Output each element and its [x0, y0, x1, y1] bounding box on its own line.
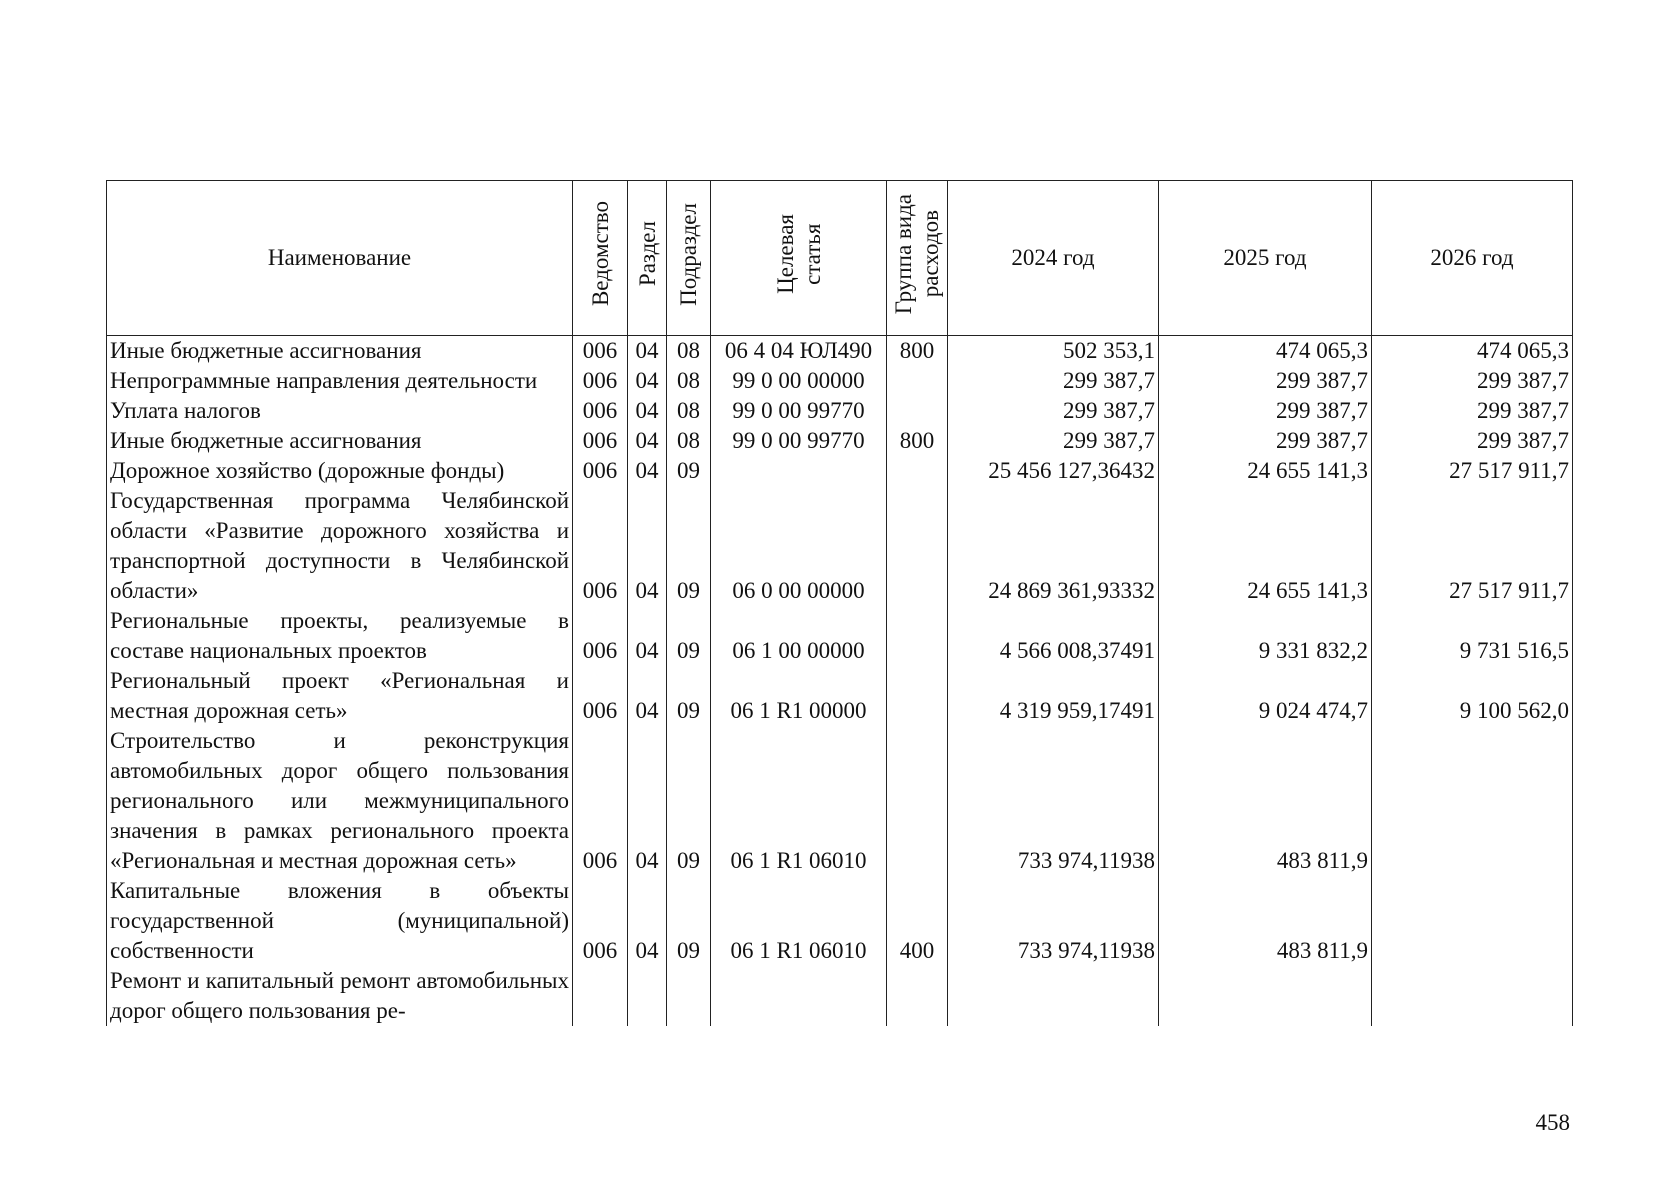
cell-name: Иные бюджетные ассигнования	[107, 336, 573, 367]
cell-dept: 006	[573, 456, 628, 486]
cell-2024: 4 319 959,17491	[948, 666, 1159, 726]
cell-dept: 006	[573, 666, 628, 726]
table-row	[107, 666, 1573, 726]
cell-section: 04	[628, 606, 667, 666]
cell-2026: 9 100 562,0	[1372, 666, 1573, 726]
table-row	[107, 726, 1573, 876]
cell-group	[887, 366, 948, 396]
cell-target: 06 4 04 ЮЛ490	[711, 336, 887, 367]
cell-subsection: 09	[667, 876, 711, 966]
cell-2025: 299 387,7	[1159, 366, 1372, 396]
cell-subsection: 09	[667, 486, 711, 606]
cell-2025: 9 331 832,2	[1159, 606, 1372, 666]
cell-section: 04	[628, 876, 667, 966]
cell-dept: 006	[573, 426, 628, 456]
cell-group: 400	[887, 876, 948, 966]
header-name: Наименование	[107, 181, 573, 336]
cell-target: 99 0 00 99770	[711, 426, 887, 456]
cell-2024	[948, 966, 1159, 1026]
cell-2026: 299 387,7	[1372, 396, 1573, 426]
cell-section: 04	[628, 726, 667, 876]
cell-2026: 299 387,7	[1372, 426, 1573, 456]
cell-2025: 483 811,9	[1159, 726, 1372, 876]
cell-name: Иные бюджетные ассигнования	[107, 426, 573, 456]
cell-2026	[1372, 876, 1573, 966]
cell-2024: 502 353,1	[948, 336, 1159, 367]
cell-section: 04	[628, 486, 667, 606]
cell-dept: 006	[573, 726, 628, 876]
cell-2026: 27 517 911,7	[1372, 456, 1573, 486]
cell-subsection: 09	[667, 606, 711, 666]
cell-name: Государственная программа Челябинской области «Развитие дорожного хозяйства и транспортной доступности в Челябинской области»	[107, 486, 573, 606]
header-dept: Ведомство	[573, 181, 628, 336]
cell-subsection	[667, 966, 711, 1026]
cell-dept: 006	[573, 396, 628, 426]
page-number: 458	[1535, 1110, 1570, 1135]
cell-group	[887, 966, 948, 1026]
cell-2024: 733 974,11938	[948, 876, 1159, 966]
cell-section	[628, 966, 667, 1026]
cell-subsection: 08	[667, 396, 711, 426]
cell-2025: 24 655 141,3	[1159, 486, 1372, 606]
cell-2025: 483 811,9	[1159, 876, 1372, 966]
cell-target	[711, 456, 887, 486]
cell-target: 06 1 R1 06010	[711, 876, 887, 966]
table-row	[107, 606, 1573, 666]
cell-name: Региональные проекты, реализуемые в составе национальных проектов	[107, 606, 573, 666]
cell-2024: 299 387,7	[948, 366, 1159, 396]
cell-name: Ремонт и капитальный ремонт автомобильных дорог общего пользования ре-	[107, 966, 573, 1026]
cell-group: 800	[887, 426, 948, 456]
cell-2026: 27 517 911,7	[1372, 486, 1573, 606]
cell-group	[887, 486, 948, 606]
cell-2024: 4 566 008,37491	[948, 606, 1159, 666]
cell-2024: 733 974,11938	[948, 726, 1159, 876]
cell-2026	[1372, 966, 1573, 1026]
table-header-row	[107, 181, 1573, 336]
cell-dept: 006	[573, 606, 628, 666]
cell-target: 06 0 00 00000	[711, 486, 887, 606]
cell-name: Дорожное хозяйство (дорожные фонды)	[107, 456, 573, 486]
cell-subsection: 08	[667, 336, 711, 367]
cell-2025: 474 065,3	[1159, 336, 1372, 367]
cell-2026: 299 387,7	[1372, 366, 1573, 396]
cell-dept: 006	[573, 876, 628, 966]
table-row	[107, 336, 1573, 367]
table-row	[107, 426, 1573, 456]
cell-group	[887, 726, 948, 876]
cell-subsection: 09	[667, 456, 711, 486]
header-group: Группа вида расходов	[887, 181, 948, 336]
header-2025: 2025 год	[1159, 181, 1372, 336]
cell-dept: 006	[573, 336, 628, 367]
cell-target	[711, 966, 887, 1026]
cell-2024: 24 869 361,93332	[948, 486, 1159, 606]
cell-group: 800	[887, 336, 948, 367]
cell-dept: 006	[573, 486, 628, 606]
cell-2024: 299 387,7	[948, 426, 1159, 456]
cell-2026: 474 065,3	[1372, 336, 1573, 367]
cell-group	[887, 666, 948, 726]
cell-group	[887, 456, 948, 486]
cell-name: Региональный проект «Региональная и местная дорожная сеть»	[107, 666, 573, 726]
cell-name: Капитальные вложения в объекты государственной (муниципальной) собственности	[107, 876, 573, 966]
cell-section: 04	[628, 336, 667, 367]
cell-2025: 299 387,7	[1159, 426, 1372, 456]
cell-section: 04	[628, 426, 667, 456]
cell-group	[887, 396, 948, 426]
cell-subsection: 09	[667, 666, 711, 726]
table-row	[107, 456, 1573, 486]
cell-target: 99 0 00 00000	[711, 366, 887, 396]
cell-subsection: 09	[667, 726, 711, 876]
header-target: Целевая статья	[711, 181, 887, 336]
cell-2025: 9 024 474,7	[1159, 666, 1372, 726]
cell-name: Строительство и реконструкция автомобильных дорог общего пользования регионального или межмуниципального значения в рамках регионального проекта «Региональная и местная дорожная сеть»	[107, 726, 573, 876]
table-row	[107, 396, 1573, 426]
cell-2025: 299 387,7	[1159, 396, 1372, 426]
cell-2026	[1372, 726, 1573, 876]
cell-group	[887, 606, 948, 666]
cell-2026: 9 731 516,5	[1372, 606, 1573, 666]
cell-section: 04	[628, 456, 667, 486]
cell-2024: 299 387,7	[948, 396, 1159, 426]
header-2026: 2026 год	[1372, 181, 1573, 336]
cell-dept: 006	[573, 366, 628, 396]
cell-name: Уплата налогов	[107, 396, 573, 426]
table-row	[107, 486, 1573, 606]
table-row	[107, 966, 1573, 1026]
header-2024: 2024 год	[948, 181, 1159, 336]
cell-dept	[573, 966, 628, 1026]
cell-2025	[1159, 966, 1372, 1026]
cell-2024: 25 456 127,36432	[948, 456, 1159, 486]
cell-section: 04	[628, 366, 667, 396]
cell-target: 06 1 R1 00000	[711, 666, 887, 726]
cell-target: 06 1 00 00000	[711, 606, 887, 666]
cell-2025: 24 655 141,3	[1159, 456, 1372, 486]
cell-subsection: 08	[667, 366, 711, 396]
cell-section: 04	[628, 666, 667, 726]
table-row	[107, 366, 1573, 396]
cell-target: 06 1 R1 06010	[711, 726, 887, 876]
cell-name: Непрограммные направления деятельности	[107, 366, 573, 396]
budget-table	[106, 180, 1573, 1026]
header-section: Раздел	[628, 181, 667, 336]
table-row	[107, 876, 1573, 966]
cell-section: 04	[628, 396, 667, 426]
cell-subsection: 08	[667, 426, 711, 456]
header-subsection: Подраздел	[667, 181, 711, 336]
cell-target: 99 0 00 99770	[711, 396, 887, 426]
